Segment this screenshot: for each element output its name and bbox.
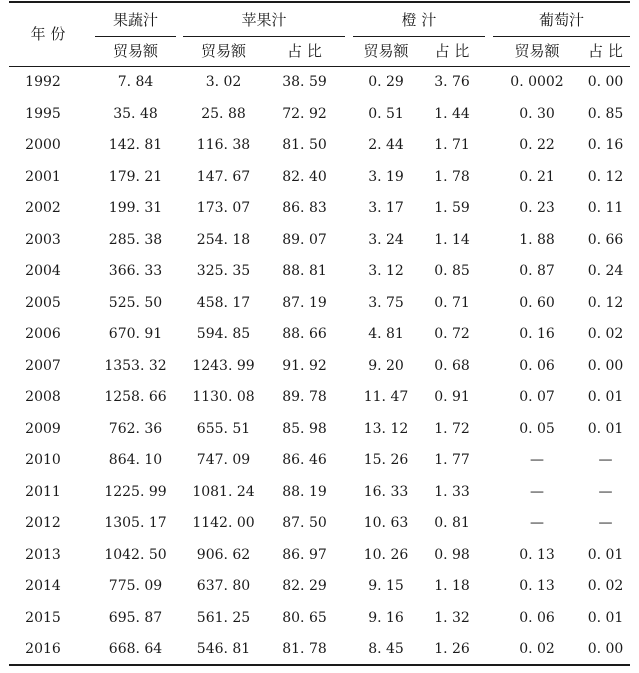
grape-juice-value-cell: 0. 23 xyxy=(519,200,555,216)
apple-juice-value-cell: 1243. 99 xyxy=(192,358,255,374)
year-cell: 2010 xyxy=(25,452,61,468)
orange-juice-share-cell: 0. 81 xyxy=(434,515,470,531)
apple-juice-share-cell: 81. 50 xyxy=(282,137,327,153)
orange-juice-value-cell: 13. 12 xyxy=(363,421,409,437)
grape-juice-value-cell: 0. 06 xyxy=(519,358,555,374)
orange-juice-share-cell: 1. 59 xyxy=(434,200,470,216)
orange-juice-value-cell: 10. 63 xyxy=(363,515,409,531)
orange-juice-value-cell: 9. 20 xyxy=(368,358,404,374)
orange-juice-share-cell: 0. 91 xyxy=(434,389,470,405)
year-cell: 2014 xyxy=(25,578,61,594)
apple-juice-share-cell: 88. 19 xyxy=(282,484,327,500)
orange-juice-value-cell: 0. 51 xyxy=(368,106,404,122)
fruit-veg-juice-value-cell: 179. 21 xyxy=(108,169,163,185)
orange-juice-share-cell: 1. 32 xyxy=(434,610,470,626)
group-header-fruit-veg-juice: 果蔬汁 xyxy=(112,11,158,29)
group-header-grape-juice: 葡萄汁 xyxy=(538,11,584,29)
group-header-orange-juice: 橙 汁 xyxy=(401,11,437,29)
year-header: 年 份 xyxy=(30,25,66,43)
grape-juice-value-cell: 0. 06 xyxy=(519,610,555,626)
year-cell: 1995 xyxy=(25,106,61,122)
grape-juice-share-cell: 0. 00 xyxy=(587,358,624,374)
apple-juice-share-cell: 72. 92 xyxy=(282,106,327,122)
orange-juice-value-cell: 3. 24 xyxy=(368,232,404,248)
grape-juice-value-cell: 0. 60 xyxy=(519,295,555,311)
grape-juice-value-cell: — xyxy=(530,452,544,468)
fruit-veg-juice-value-cell: 1258. 66 xyxy=(104,389,167,405)
fruit-veg-juice-value-cell: 1305. 17 xyxy=(104,515,167,531)
grape-juice-share-cell: 0. 01 xyxy=(587,421,624,437)
orange-juice-value-cell: 16. 33 xyxy=(363,484,409,500)
grape-juice-share-cell: 0. 24 xyxy=(587,263,624,279)
grape-juice-share-cell: 0. 66 xyxy=(587,232,624,248)
orange-juice-value-cell: 9. 16 xyxy=(368,610,404,626)
orange-juice-share-cell: 0. 98 xyxy=(434,547,470,563)
year-cell: 2009 xyxy=(25,421,61,437)
grape-juice-value-cell: 0. 0002 xyxy=(510,74,564,90)
group-rule-apple xyxy=(183,36,345,37)
apple-juice-share-cell: 87. 19 xyxy=(282,295,327,311)
subheader-trade-value: 贸易额 xyxy=(112,42,158,60)
fruit-veg-juice-value-cell: 142. 81 xyxy=(108,137,163,153)
apple-juice-value-cell: 637. 80 xyxy=(196,578,251,594)
fruit-veg-juice-value-cell: 695. 87 xyxy=(108,610,163,626)
apple-juice-share-cell: 88. 81 xyxy=(282,263,327,279)
grape-juice-share-cell: 0. 01 xyxy=(587,610,624,626)
grape-juice-value-cell: — xyxy=(530,515,544,531)
grape-juice-share-cell: 0. 00 xyxy=(587,641,624,657)
fruit-veg-juice-value-cell: 1042. 50 xyxy=(104,547,167,563)
apple-juice-share-cell: 80. 65 xyxy=(282,610,327,626)
year-cell: 2015 xyxy=(25,610,61,626)
year-cell: 2003 xyxy=(25,232,61,248)
group-rule-orange xyxy=(353,36,485,37)
apple-juice-value-cell: 254. 18 xyxy=(196,232,251,248)
apple-juice-share-cell: 81. 78 xyxy=(282,641,327,657)
orange-juice-share-cell: 1. 78 xyxy=(434,169,470,185)
orange-juice-value-cell: 10. 26 xyxy=(363,547,409,563)
subheader-trade-value: 贸易额 xyxy=(200,42,246,60)
apple-juice-share-cell: 82. 29 xyxy=(282,578,327,594)
year-cell: 2001 xyxy=(25,169,61,185)
grape-juice-share-cell: 0. 01 xyxy=(587,547,624,563)
fruit-veg-juice-value-cell: 1353. 32 xyxy=(104,358,167,374)
apple-juice-share-cell: 91. 92 xyxy=(282,358,327,374)
apple-juice-value-cell: 906. 62 xyxy=(196,547,251,563)
grape-juice-value-cell: 1. 88 xyxy=(519,232,555,248)
year-cell: 2016 xyxy=(25,641,61,657)
orange-juice-share-cell: 1. 44 xyxy=(434,106,470,122)
header-bottom-rule xyxy=(9,66,630,67)
fruit-veg-juice-value-cell: 525. 50 xyxy=(108,295,163,311)
grape-juice-value-cell: 0. 02 xyxy=(519,641,555,657)
apple-juice-share-cell: 88. 66 xyxy=(282,326,327,342)
orange-juice-value-cell: 0. 29 xyxy=(368,74,404,90)
apple-juice-value-cell: 561. 25 xyxy=(196,610,251,626)
fruit-veg-juice-value-cell: 1225. 99 xyxy=(104,484,167,500)
year-cell: 2007 xyxy=(25,358,61,374)
table-top-rule xyxy=(9,1,630,3)
subheader-trade-value: 贸易额 xyxy=(363,42,409,60)
orange-juice-value-cell: 3. 75 xyxy=(368,295,404,311)
apple-juice-share-cell: 82. 40 xyxy=(282,169,327,185)
table-bottom-rule xyxy=(9,664,630,666)
fruit-veg-juice-value-cell: 285. 38 xyxy=(108,232,163,248)
apple-juice-value-cell: 173. 07 xyxy=(196,200,251,216)
fruit-veg-juice-value-cell: 775. 09 xyxy=(108,578,163,594)
grape-juice-share-cell: 0. 85 xyxy=(587,106,624,122)
orange-juice-share-cell: 1. 33 xyxy=(434,484,470,500)
apple-juice-value-cell: 147. 67 xyxy=(196,169,251,185)
fruit-veg-juice-value-cell: 762. 36 xyxy=(108,421,163,437)
grape-juice-share-cell: 0. 00 xyxy=(587,74,624,90)
year-cell: 2004 xyxy=(25,263,61,279)
orange-juice-share-cell: 0. 68 xyxy=(434,358,470,374)
year-cell: 2002 xyxy=(25,200,61,216)
orange-juice-value-cell: 3. 19 xyxy=(368,169,404,185)
apple-juice-value-cell: 116. 38 xyxy=(196,137,251,153)
group-rule-juice xyxy=(95,36,176,37)
grape-juice-share-cell: 0. 16 xyxy=(587,137,624,153)
grape-juice-value-cell: 0. 07 xyxy=(519,389,555,405)
apple-juice-value-cell: 655. 51 xyxy=(196,421,251,437)
year-cell: 2005 xyxy=(25,295,61,311)
grape-juice-share-cell: 0. 01 xyxy=(587,389,624,405)
apple-juice-value-cell: 325. 35 xyxy=(196,263,251,279)
grape-juice-share-cell: 0. 02 xyxy=(587,326,624,342)
grape-juice-share-cell: 0. 02 xyxy=(587,578,624,594)
orange-juice-share-cell: 1. 26 xyxy=(434,641,470,657)
apple-juice-share-cell: 87. 50 xyxy=(282,515,327,531)
fruit-veg-juice-value-cell: 35. 48 xyxy=(113,106,158,122)
grape-juice-share-cell: 0. 11 xyxy=(587,200,624,216)
apple-juice-share-cell: 38. 59 xyxy=(282,74,327,90)
orange-juice-value-cell: 3. 17 xyxy=(368,200,404,216)
year-cell: 2011 xyxy=(25,484,61,500)
apple-juice-value-cell: 546. 81 xyxy=(196,641,251,657)
grape-juice-share-cell: — xyxy=(598,515,613,531)
grape-juice-share-cell: 0. 12 xyxy=(587,169,624,185)
apple-juice-value-cell: 3. 02 xyxy=(205,74,242,90)
year-cell: 2000 xyxy=(25,137,61,153)
orange-juice-value-cell: 3. 12 xyxy=(368,263,404,279)
grape-juice-share-cell: 0. 12 xyxy=(587,295,624,311)
grape-juice-share-cell: — xyxy=(598,452,613,468)
orange-juice-share-cell: 1. 18 xyxy=(434,578,470,594)
orange-juice-share-cell: 0. 71 xyxy=(434,295,470,311)
subheader-share: 占 比 xyxy=(588,42,623,60)
fruit-veg-juice-value-cell: 366. 33 xyxy=(108,263,163,279)
orange-juice-share-cell: 1. 14 xyxy=(434,232,470,248)
orange-juice-value-cell: 15. 26 xyxy=(363,452,409,468)
apple-juice-share-cell: 86. 83 xyxy=(282,200,327,216)
subheader-share: 占 比 xyxy=(434,42,470,60)
apple-juice-share-cell: 89. 78 xyxy=(282,389,327,405)
year-cell: 2008 xyxy=(25,389,61,405)
orange-juice-share-cell: 3. 76 xyxy=(434,74,470,90)
grape-juice-value-cell: 0. 87 xyxy=(519,263,555,279)
fruit-veg-juice-value-cell: 199. 31 xyxy=(108,200,163,216)
orange-juice-value-cell: 9. 15 xyxy=(368,578,404,594)
fruit-veg-juice-value-cell: 864. 10 xyxy=(108,452,163,468)
orange-juice-value-cell: 2. 44 xyxy=(368,137,404,153)
subheader-trade-value: 贸易额 xyxy=(514,42,560,60)
apple-juice-value-cell: 458. 17 xyxy=(196,295,251,311)
grape-juice-value-cell: 0. 30 xyxy=(519,106,555,122)
orange-juice-share-cell: 0. 72 xyxy=(434,326,470,342)
fruit-veg-juice-value-cell: 7. 84 xyxy=(117,74,154,90)
orange-juice-share-cell: 1. 72 xyxy=(434,421,470,437)
apple-juice-share-cell: 89. 07 xyxy=(282,232,327,248)
group-header-apple-juice: 苹果汁 xyxy=(241,11,287,29)
fruit-veg-juice-value-cell: 670. 91 xyxy=(108,326,163,342)
apple-juice-share-cell: 86. 46 xyxy=(282,452,327,468)
year-cell: 2013 xyxy=(25,547,61,563)
apple-juice-value-cell: 747. 09 xyxy=(196,452,251,468)
year-cell: 2006 xyxy=(25,326,61,342)
grape-juice-value-cell: 0. 13 xyxy=(519,547,555,563)
apple-juice-value-cell: 25. 88 xyxy=(201,106,246,122)
grape-juice-value-cell: 0. 16 xyxy=(519,326,555,342)
apple-juice-value-cell: 594. 85 xyxy=(196,326,251,342)
grape-juice-value-cell: 0. 05 xyxy=(519,421,555,437)
orange-juice-value-cell: 8. 45 xyxy=(368,641,404,657)
grape-juice-value-cell: 0. 21 xyxy=(519,169,555,185)
fruit-veg-juice-value-cell: 668. 64 xyxy=(108,641,163,657)
apple-juice-share-cell: 86. 97 xyxy=(282,547,327,563)
grape-juice-value-cell: 0. 22 xyxy=(519,137,555,153)
orange-juice-value-cell: 11. 47 xyxy=(363,389,409,405)
grape-juice-value-cell: — xyxy=(530,484,544,500)
orange-juice-share-cell: 0. 85 xyxy=(434,263,470,279)
apple-juice-value-cell: 1142. 00 xyxy=(192,515,255,531)
year-cell: 1992 xyxy=(25,74,61,90)
orange-juice-value-cell: 4. 81 xyxy=(368,326,404,342)
subheader-share: 占 比 xyxy=(287,42,322,60)
year-cell: 2012 xyxy=(25,515,61,531)
orange-juice-share-cell: 1. 71 xyxy=(434,137,470,153)
apple-juice-value-cell: 1130. 08 xyxy=(192,389,255,405)
grape-juice-share-cell: — xyxy=(598,484,613,500)
grape-juice-value-cell: 0. 13 xyxy=(519,578,555,594)
orange-juice-share-cell: 1. 77 xyxy=(434,452,470,468)
apple-juice-value-cell: 1081. 24 xyxy=(192,484,255,500)
apple-juice-share-cell: 85. 98 xyxy=(282,421,327,437)
group-rule-grape xyxy=(493,36,630,37)
